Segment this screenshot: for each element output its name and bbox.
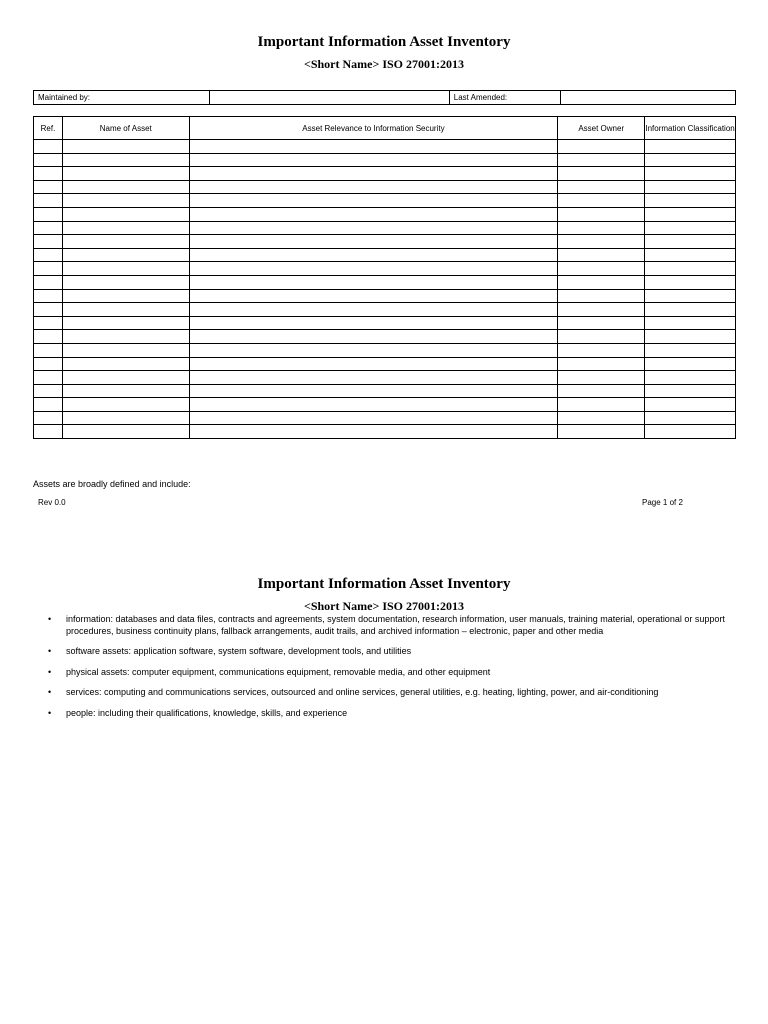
table-cell[interactable]	[189, 398, 558, 412]
table-cell[interactable]	[558, 343, 645, 357]
last-amended-label: Last Amended:	[449, 91, 560, 105]
table-cell[interactable]	[645, 330, 736, 344]
table-cell[interactable]	[189, 371, 558, 385]
table-cell[interactable]	[62, 180, 189, 194]
table-cell[interactable]	[189, 303, 558, 317]
table-row	[34, 248, 736, 262]
table-cell[interactable]	[645, 194, 736, 208]
table-cell[interactable]	[645, 384, 736, 398]
table-cell[interactable]	[189, 343, 558, 357]
table-cell[interactable]	[645, 316, 736, 330]
table-cell[interactable]	[558, 140, 645, 154]
table-cell[interactable]	[189, 140, 558, 154]
bullet-icon: •	[48, 666, 52, 677]
table-cell[interactable]	[62, 275, 189, 289]
table-row	[34, 275, 736, 289]
table-cell[interactable]	[558, 303, 645, 317]
table-row	[34, 411, 736, 425]
table-cell[interactable]	[189, 235, 558, 249]
table-cell[interactable]	[34, 330, 63, 344]
maintained-by-field[interactable]	[209, 91, 449, 105]
table-cell[interactable]	[62, 425, 189, 439]
table-cell[interactable]	[645, 180, 736, 194]
table-cell[interactable]	[34, 140, 63, 154]
table-cell[interactable]	[62, 235, 189, 249]
table-row	[34, 235, 736, 249]
table-cell[interactable]	[34, 384, 63, 398]
table-cell[interactable]	[62, 384, 189, 398]
table-cell[interactable]	[189, 289, 558, 303]
table-row	[34, 262, 736, 276]
table-cell[interactable]	[189, 384, 558, 398]
table-row	[34, 140, 736, 154]
table-cell[interactable]	[34, 411, 63, 425]
table-cell[interactable]	[558, 207, 645, 221]
table-cell[interactable]	[645, 235, 736, 249]
table-cell[interactable]	[645, 289, 736, 303]
table-row	[34, 180, 736, 194]
table-cell[interactable]	[189, 411, 558, 425]
table-cell[interactable]	[645, 221, 736, 235]
list-item-text: people: including their qualifications, knowledge, skills, and experience	[66, 707, 348, 718]
table-row	[34, 398, 736, 412]
table-row	[34, 371, 736, 385]
table-cell[interactable]	[62, 167, 189, 181]
asset-inventory-table	[33, 116, 736, 439]
table-cell[interactable]	[34, 180, 63, 194]
table-cell[interactable]	[34, 316, 63, 330]
revision-label: Rev 0.0	[38, 498, 66, 507]
document-meta-table	[33, 90, 736, 105]
table-cell[interactable]	[62, 194, 189, 208]
table-cell[interactable]	[645, 262, 736, 276]
table-row	[34, 207, 736, 221]
table-cell[interactable]	[645, 153, 736, 167]
list-item	[48, 667, 738, 679]
table-cell[interactable]	[62, 153, 189, 167]
table-cell[interactable]	[558, 180, 645, 194]
table-cell[interactable]	[62, 316, 189, 330]
table-cell[interactable]	[645, 398, 736, 412]
table-cell[interactable]	[34, 275, 63, 289]
bullet-icon: •	[48, 646, 52, 656]
table-cell[interactable]	[189, 316, 558, 330]
table-cell[interactable]	[645, 207, 736, 221]
table-cell[interactable]	[34, 221, 63, 235]
table-cell[interactable]	[62, 289, 189, 303]
table-cell[interactable]	[558, 235, 645, 249]
table-cell[interactable]	[645, 425, 736, 439]
table-cell[interactable]	[34, 153, 63, 167]
table-cell[interactable]	[645, 371, 736, 385]
table-cell[interactable]	[189, 330, 558, 344]
list-item	[48, 614, 738, 637]
table-cell[interactable]	[558, 384, 645, 398]
table-cell[interactable]	[645, 248, 736, 262]
table-cell[interactable]	[189, 221, 558, 235]
table-cell[interactable]	[62, 411, 189, 425]
list-item-text: software assets: application software, system software, development tools, and utilities	[66, 646, 412, 656]
bullet-icon: •	[48, 707, 52, 718]
table-row	[34, 384, 736, 398]
table-row	[34, 357, 736, 371]
table-cell[interactable]	[62, 330, 189, 344]
table-cell[interactable]	[189, 275, 558, 289]
table-cell[interactable]	[558, 411, 645, 425]
table-row	[34, 343, 736, 357]
table-cell[interactable]	[558, 425, 645, 439]
table-cell[interactable]	[558, 262, 645, 276]
table-cell[interactable]	[34, 398, 63, 412]
table-cell[interactable]	[189, 180, 558, 194]
table-cell[interactable]	[558, 316, 645, 330]
table-cell[interactable]	[189, 425, 558, 439]
table-cell[interactable]	[558, 248, 645, 262]
table-row	[34, 221, 736, 235]
table-cell[interactable]	[62, 207, 189, 221]
table-row	[34, 289, 736, 303]
table-cell[interactable]	[558, 330, 645, 344]
list-item-text: physical assets: computer equipment, communications equipment, removable media, and other equipment	[66, 666, 491, 677]
table-cell[interactable]	[558, 167, 645, 181]
column-header-asset-name: Name of Asset	[62, 117, 189, 140]
table-cell[interactable]	[558, 194, 645, 208]
list-item-text: services: computing and communications services, outsourced and online services, general utilities, e.g. heating, lighting, power, and air-conditioning	[66, 687, 659, 697]
table-cell[interactable]	[558, 357, 645, 371]
table-cell[interactable]	[34, 303, 63, 317]
page-title: Important Information Asset Inventory	[257, 34, 511, 50]
table-cell[interactable]	[34, 207, 63, 221]
table-cell[interactable]	[189, 357, 558, 371]
table-cell[interactable]	[34, 425, 63, 439]
table-cell[interactable]	[62, 371, 189, 385]
table-cell[interactable]	[189, 167, 558, 181]
table-cell[interactable]	[189, 194, 558, 208]
table-header-row	[34, 117, 736, 140]
maintained-by-label: Maintained by:	[34, 91, 210, 105]
table-cell[interactable]	[62, 221, 189, 235]
table-cell[interactable]	[558, 289, 645, 303]
table-cell[interactable]	[189, 207, 558, 221]
table-cell[interactable]	[558, 275, 645, 289]
table-cell[interactable]	[558, 153, 645, 167]
table-row	[34, 194, 736, 208]
column-header-information-classification: Information Classification	[645, 117, 736, 140]
table-cell[interactable]	[645, 275, 736, 289]
table-cell[interactable]	[645, 343, 736, 357]
asset-inventory-rows	[34, 140, 736, 439]
table-cell[interactable]	[645, 167, 736, 181]
table-cell[interactable]	[34, 262, 63, 276]
table-cell[interactable]	[62, 140, 189, 154]
table-cell[interactable]	[34, 357, 63, 371]
bullet-icon: •	[48, 687, 52, 697]
table-cell[interactable]	[62, 343, 189, 357]
table-cell[interactable]	[62, 357, 189, 371]
list-item	[48, 708, 738, 720]
asset-categories-list	[48, 614, 738, 728]
table-row	[34, 330, 736, 344]
table-cell[interactable]	[558, 221, 645, 235]
table-cell[interactable]	[645, 140, 736, 154]
page-number: Page 1 of 2	[642, 498, 683, 507]
column-header-asset-relevance: Asset Relevance to Information Security	[189, 117, 558, 140]
table-cell[interactable]	[645, 411, 736, 425]
list-item-text: information: databases and data files, contracts and agreements, system documentation, research information, user manuals, training material, operational or support procedures, business continuity plans, fallback arrangements, audit trails, and archived information – electronic, paper and other media	[66, 614, 725, 636]
table-cell[interactable]	[189, 153, 558, 167]
bullet-icon: •	[48, 614, 52, 624]
table-cell[interactable]	[62, 303, 189, 317]
table-row	[34, 153, 736, 167]
assets-note: Assets are broadly defined and include:	[33, 479, 191, 489]
table-cell[interactable]	[34, 194, 63, 208]
table-cell[interactable]	[645, 357, 736, 371]
list-item	[48, 687, 738, 699]
table-cell[interactable]	[34, 343, 63, 357]
table-cell[interactable]	[34, 289, 63, 303]
table-cell[interactable]	[62, 398, 189, 412]
table-cell[interactable]	[189, 262, 558, 276]
table-cell[interactable]	[645, 303, 736, 317]
table-row	[34, 167, 736, 181]
column-header-asset-owner: Asset Owner	[558, 117, 645, 140]
table-cell[interactable]	[34, 167, 63, 181]
list-item	[48, 646, 738, 658]
page-subtitle: <Short Name> ISO 27001:2013	[303, 57, 464, 71]
page-two-title: Important Information Asset Inventory	[257, 576, 511, 592]
page-two-subtitle: <Short Name> ISO 27001:2013	[303, 599, 464, 613]
table-cell[interactable]	[189, 248, 558, 262]
table-row	[34, 425, 736, 439]
table-cell[interactable]	[62, 248, 189, 262]
table-cell[interactable]	[558, 398, 645, 412]
table-row	[34, 303, 736, 317]
table-cell[interactable]	[62, 262, 189, 276]
column-header-ref: Ref.	[34, 117, 63, 140]
table-cell[interactable]	[34, 235, 63, 249]
last-amended-field[interactable]	[560, 91, 735, 105]
table-cell[interactable]	[34, 371, 63, 385]
table-cell[interactable]	[558, 371, 645, 385]
table-row	[34, 316, 736, 330]
table-cell[interactable]	[34, 248, 63, 262]
